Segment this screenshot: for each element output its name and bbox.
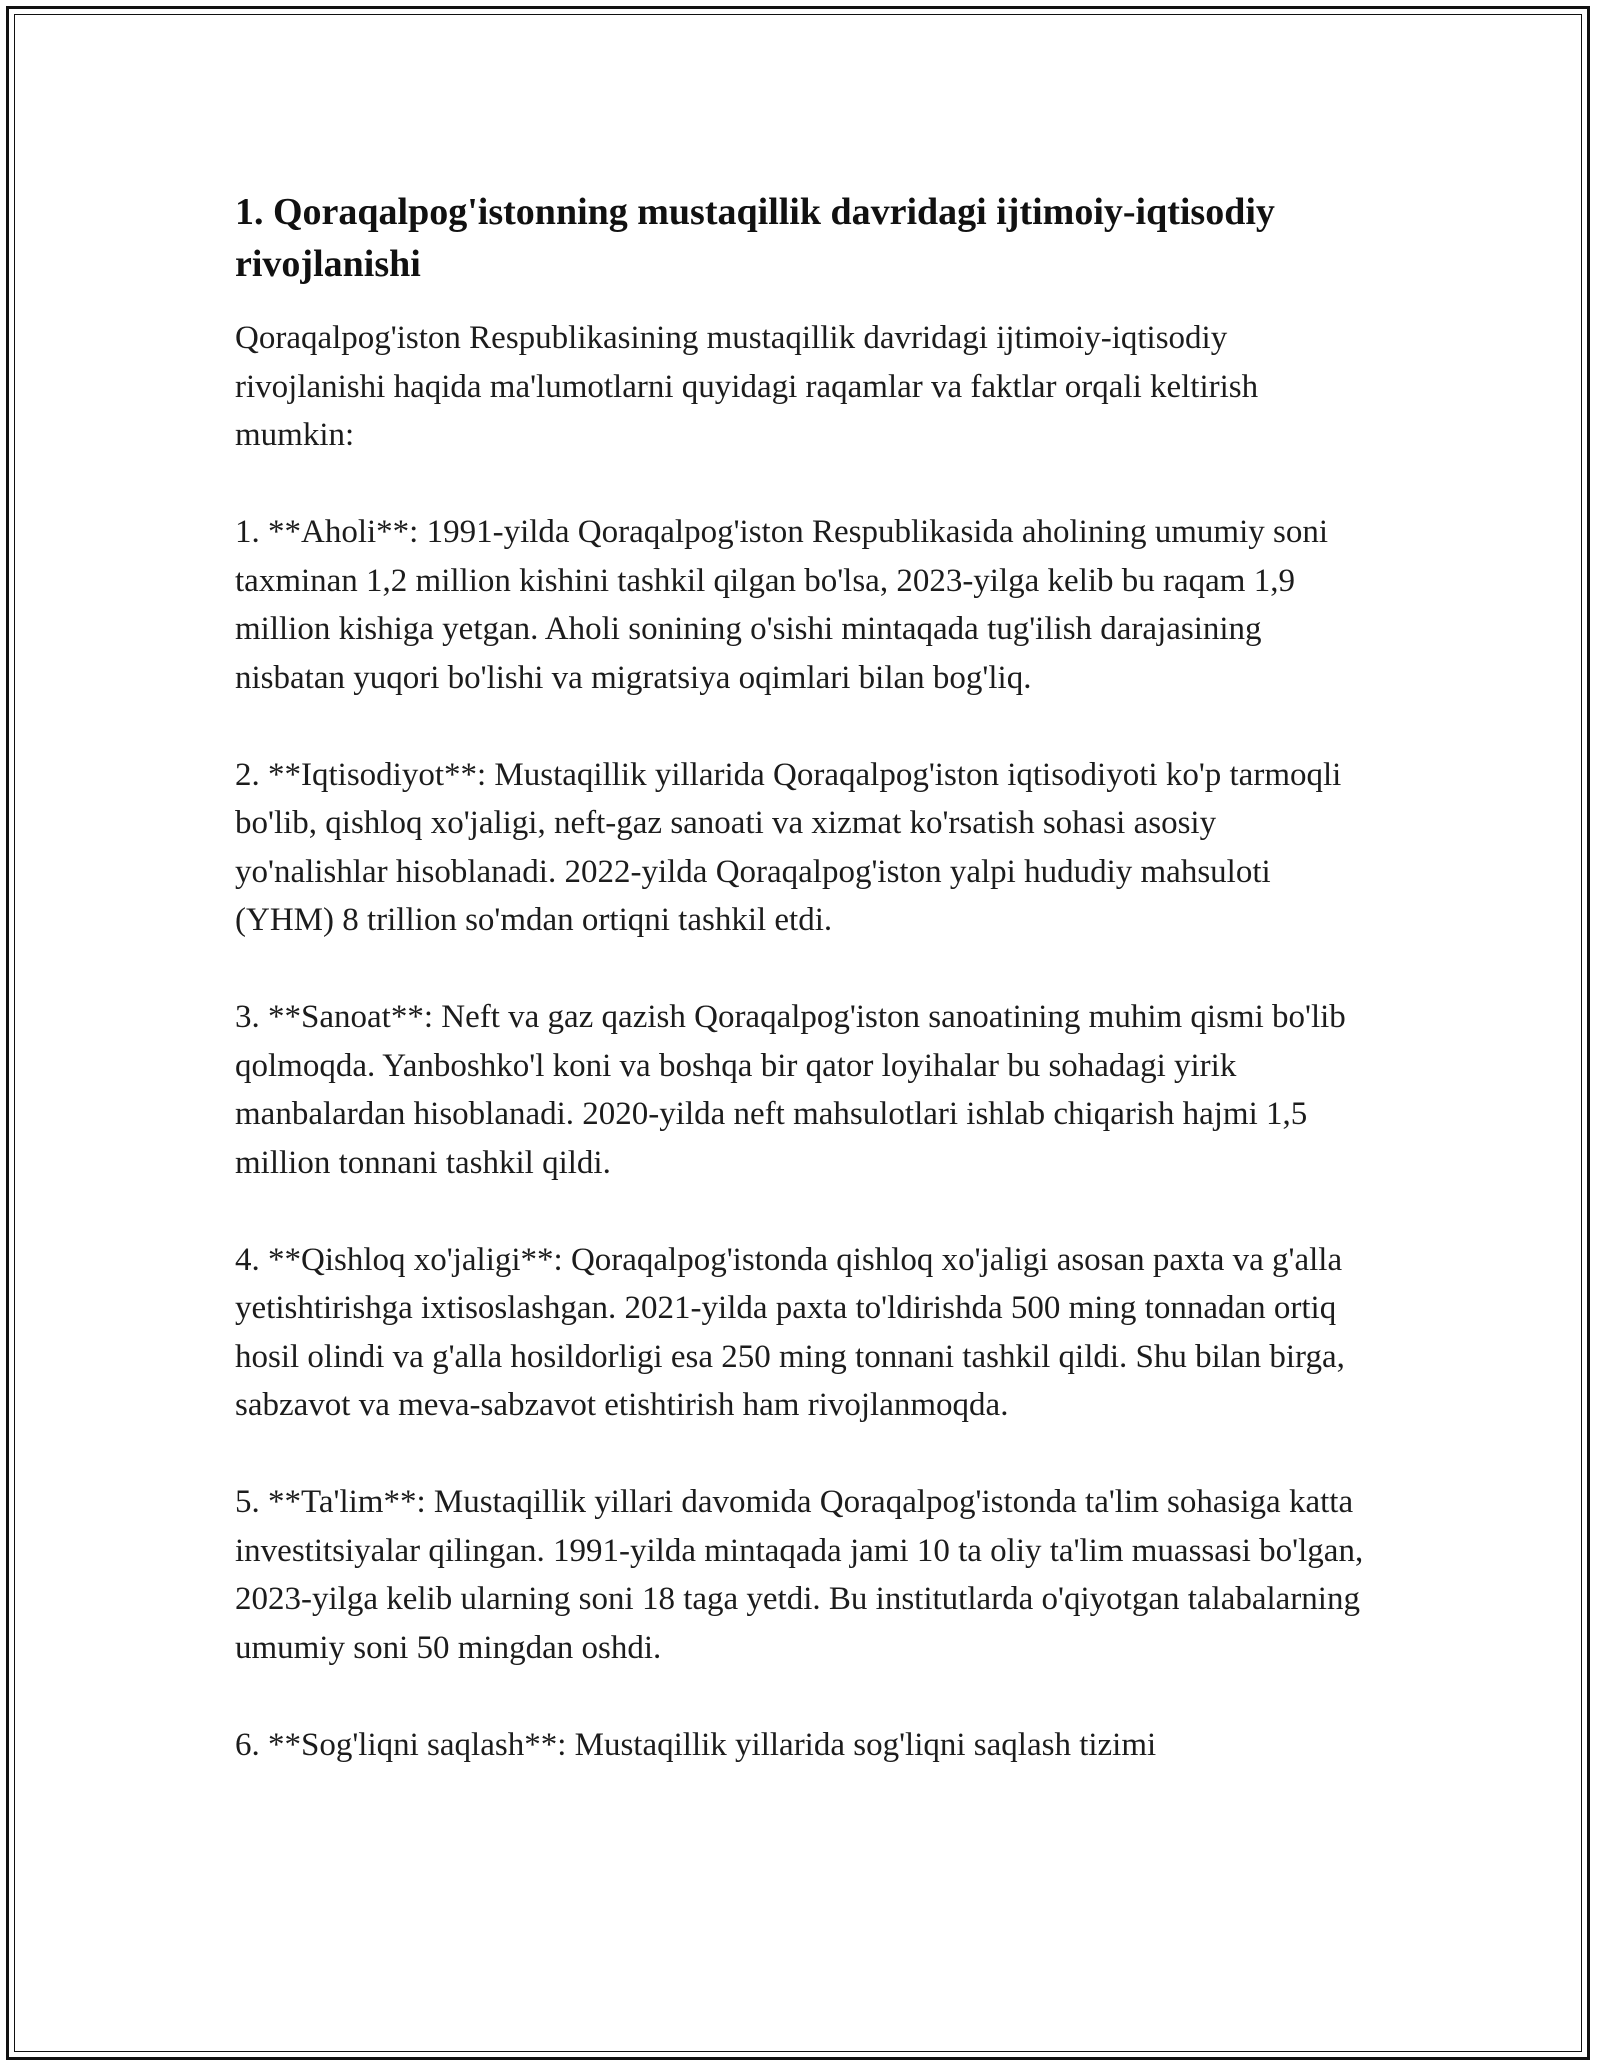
document-title: 1. Qoraqalpog'istonning mustaqillik davridagi ijtimoiy-iqtisodiy rivojlanishi [235,191,1275,285]
list-item-aholi: 1. **Aholi**: 1991-yilda Qoraqalpog'iston Respublikasida aholining umumiy soni taxminan 1,2 million kishini tashkil qilgan bo'lsa, 2023-yilga kelib bu raqam 1,9 million kishiga yetgan. Aholi sonining o'sishi mintaqada tug'ilish darajasining nisbatan yuqori bo'lishi va migratsiya oqimlari bilan bog'liq. [235,514,1329,696]
intro-paragraph: Qoraqalpog'iston Respublikasining mustaqillik davridagi ijtimoiy-iqtisodiy rivojlanishi haqida ma'lumotlarni quyidagi raqamlar va faktlar orqali keltirish mumkin: [235,320,1259,453]
list-item-talim: 5. **Ta'lim**: Mustaqillik yillari davomida Qoraqalpog'istonda ta'lim sohasiga katta investitsiyalar qilingan. 1991-yilda mintaqada jami 10 ta oliy ta'lim muassasi bo'lgan, 2023-yilga kelib ularning soni 18 taga yetdi. Bu institutlarda o'qiyotgan talabalarning umumiy soni 50 mingdan oshdi. [235,1484,1364,1666]
list-item-qishloq-xojaligi: 4. **Qishloq xo'jaligi**: Qoraqalpog'istonda qishloq xo'jaligi asosan paxta va g'alla yetishtirishga ixtisoslashgan. 2021-yilda paxta to'ldirishda 500 ming tonnadan ortiq hosil olindi va g'alla hosildorligi esa 250 ming tonnani tashkil qildi. Shu bilan birga, sabzavot va meva-sabzavot etishtirish ham rivojlanmoqda. [235,1241,1345,1423]
document-body [235,186,1365,1818]
list-item-sogliqni-saqlash: 6. **Sog'liqni saqlash**: Mustaqillik yillarida sog'liqni saqlash tizimi [235,1726,1157,1763]
list-item-sanoat: 3. **Sanoat**: Neft va gaz qazish Qoraqalpog'iston sanoatining muhim qismi bo'lib qolmoqda. Yanboshko'l koni va boshqa bir qator loyihalar bu sohadagi yirik manbalardan hisoblanadi. 2020-yilda neft mahsulotlari ishlab chiqarish hajmi 1,5 million tonnani tashkil qildi. [235,999,1346,1181]
list-item-iqtisodiyot: 2. **Iqtisodiyot**: Mustaqillik yillarida Qoraqalpog'iston iqtisodiyoti ko'p tarmoqli bo'lib, qishloq xo'jaligi, neft-gaz sanoati va xizmat ko'rsatish sohasi asosiy yo'nalishlar hisoblanadi. 2022-yilda Qoraqalpog'iston yalpi hududiy mahsuloti (YHM) 8 trillion so'mdan ortiqni tashkil etdi. [235,756,1342,938]
